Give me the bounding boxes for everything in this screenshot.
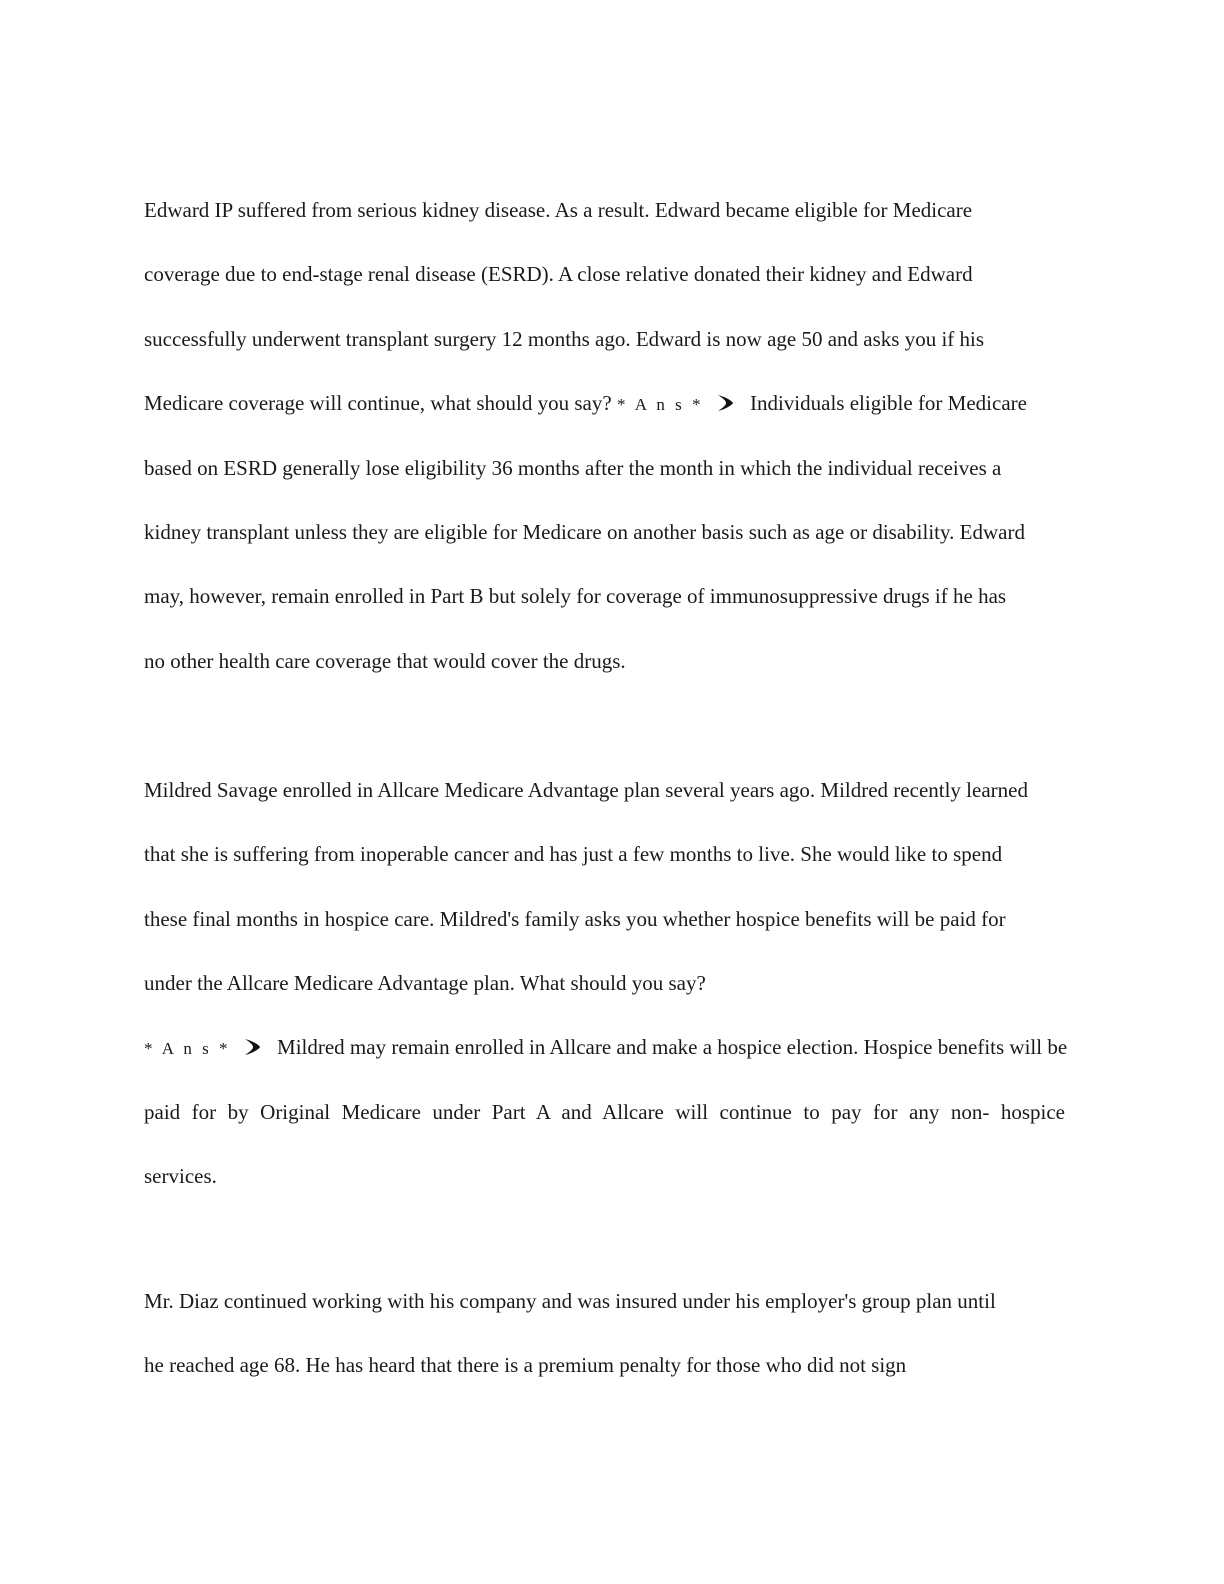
q2-answer-line-1: paid for by Original Medicare under Part A and Allcare will continue to pay for any non- hospice [144,1100,1065,1124]
chevron-right-icon [715,393,735,413]
q1-line-4-with-answer [144,389,1027,419]
q1-line-1: Edward IP suffered from serious kidney disease. As a result. Edward became eligible for Medicare [144,198,973,222]
q3-line-1: Mr. Diaz continued working with his company and was insured under his employer's group plan until [144,1289,996,1313]
q2-line-2: that she is suffering from inoperable cancer and has just a few months to live. She would like to spend [144,842,1003,866]
q3-line-2: he reached age 68. He has heard that there is a premium penalty for those who did not sign [144,1353,907,1377]
q1-answer-line-2: kidney transplant unless they are eligible for Medicare on another basis such as age or disability. Edward [144,520,1025,544]
q1-answer-line-4: no other health care coverage that would cover the drugs. [144,649,626,673]
q2-answer-marker: * A n s * [144,1039,231,1058]
q1-answer-line-1: based on ESRD generally lose eligibility 36 months after the month in which the individual receives a [144,456,1002,480]
q2-line-1: Mildred Savage enrolled in Allcare Medicare Advantage plan several years ago. Mildred recently learned [144,778,1028,802]
q2-line-3: these final months in hospice care. Mildred's family asks you whether hospice benefits will be paid for [144,907,1006,931]
q1-answer-start: Individuals eligible for Medicare [749,391,1027,415]
chevron-right-icon [242,1037,262,1057]
q2-line-4: under the Allcare Medicare Advantage plan. What should you say? [144,971,706,995]
q2-answer-line-2: services. [144,1164,217,1188]
q1-question-end: Medicare coverage will continue, what should you say? [144,391,612,415]
q1-line-3: successfully underwent transplant surgery 12 months ago. Edward is now age 50 and asks you if his [144,327,985,351]
q1-answer-marker: * A n s * [616,395,704,414]
q1-answer-line-3: may, however, remain enrolled in Part B but solely for coverage of immunosuppressive drugs if he has [144,584,1007,608]
q2-answer-line-first [144,1033,1067,1063]
q2-answer-start: Mildred may remain enrolled in Allcare and make a hospice election. Hospice benefits will be [277,1035,1068,1059]
q1-line-2: coverage due to end-stage renal disease (ESRD). A close relative donated their kidney and Edward [144,262,973,286]
